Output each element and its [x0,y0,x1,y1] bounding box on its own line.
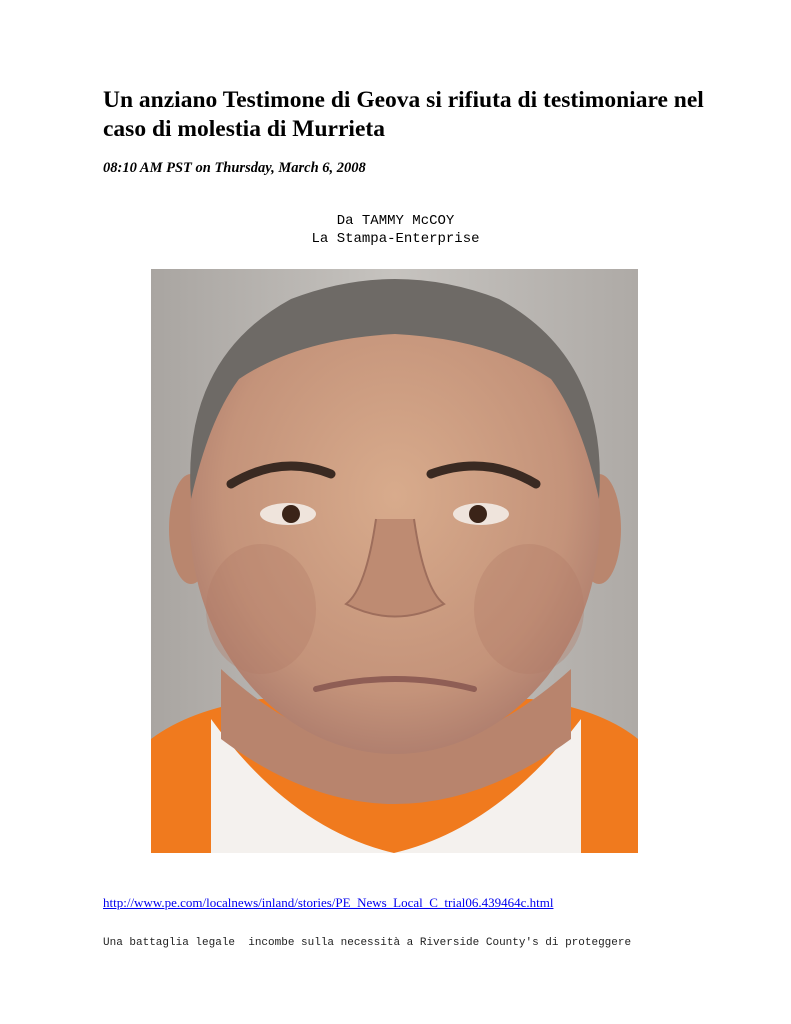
article-body-line: Una battaglia legale incombe sulla necessità a Riverside County's di proteggere [103,937,632,949]
article-photo [151,269,638,853]
byline-author: Da TAMMY McCOY [336,213,455,229]
article-byline [0,212,791,248]
article-dateline: 08:10 AM PST on Thursday, March 6, 2008 [103,160,366,176]
article-headline: Un anziano Testimone di Geova si rifiuta di testimoniare nel caso di molestia di Murrieta [103,87,704,142]
source-link[interactable]: http://www.pe.com/localnews/inland/stories/PE_News_Local_C_trial06.439464c.html [103,895,554,910]
mugshot-photo-icon [151,269,638,853]
byline-publication: La Stampa-Enterprise [311,231,480,247]
